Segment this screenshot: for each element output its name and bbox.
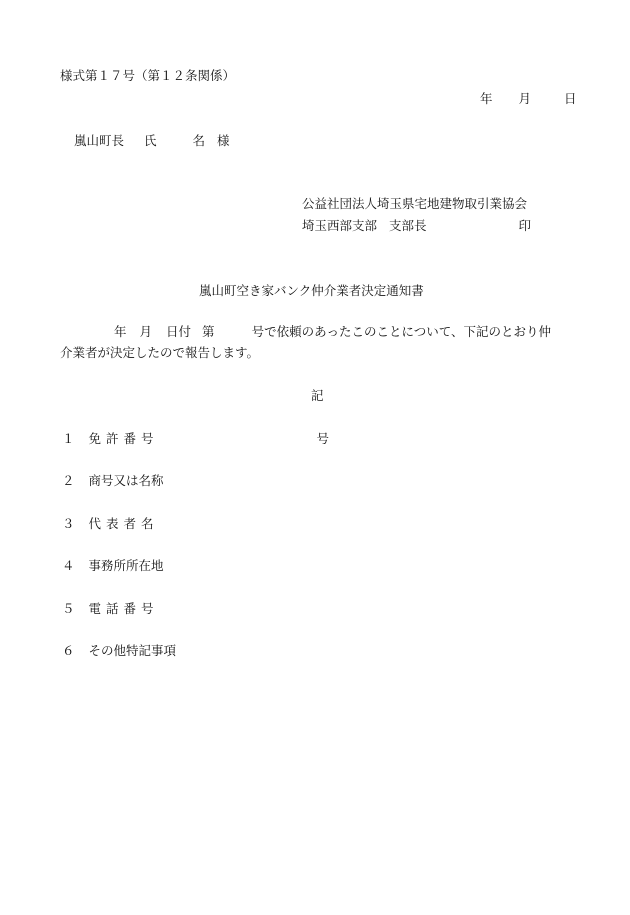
ki-heading: 記 [311,388,324,403]
list-item-representative [62,516,159,532]
body-line-1 [114,324,551,340]
item-number: ２ [62,473,75,488]
body-line-2: 介業者が決定したので報告します。 [60,345,260,360]
addressee-title: 嵐山町長 [74,133,125,148]
body-dai: 第 [202,324,215,339]
document-title: 嵐山町空き家バンク仲介業者決定通知書 [199,283,424,298]
item-label: 事務所所在地 [88,558,164,573]
addressee [74,133,230,149]
item-label: 代表者名 [88,516,159,531]
list-item-phone-number [62,601,159,617]
sender-position: 支部長 [389,218,427,233]
item-number: ５ [62,601,75,616]
sender-organization: 公益社団法人埼玉県宅地建物取引業協会 [302,196,528,211]
item-label: その他特記事項 [88,643,177,658]
item-label: 免許番号 [88,431,159,446]
item-number: ３ [62,516,75,531]
list-item-trade-name [62,473,164,489]
form-number: 様式第１７号（第１２条関係） [60,68,236,83]
sender-branch-name: 埼玉西部支部 [302,218,378,233]
item-number: １ [62,431,75,446]
list-item-license-number [62,431,329,447]
seal-mark: 印 [518,218,532,233]
addressee-honorific: 様 [217,133,230,148]
item-number: ６ [62,643,75,658]
sender-branch [302,218,531,234]
body-day-label: 日付 [166,324,192,339]
body-text-1: 号で依頼のあったこのことについて、下記のとおり仲 [251,324,551,339]
date-year-label: 年 [480,91,493,106]
date-month-label: 月 [518,91,532,106]
item-label: 商号又は名称 [88,473,164,488]
addressee-name-b: 名 [192,133,206,148]
addressee-name-a: 氏 [144,133,157,148]
item-label: 電話番号 [88,601,159,616]
item-suffix: 号 [316,431,330,446]
list-item-office-address [62,558,164,574]
date-day-label: 日 [564,91,577,106]
date-line [480,91,577,107]
list-item-other-notes [62,643,176,659]
body-month: 月 [139,324,153,339]
item-number: ４ [62,558,75,573]
body-year: 年 [114,324,127,339]
